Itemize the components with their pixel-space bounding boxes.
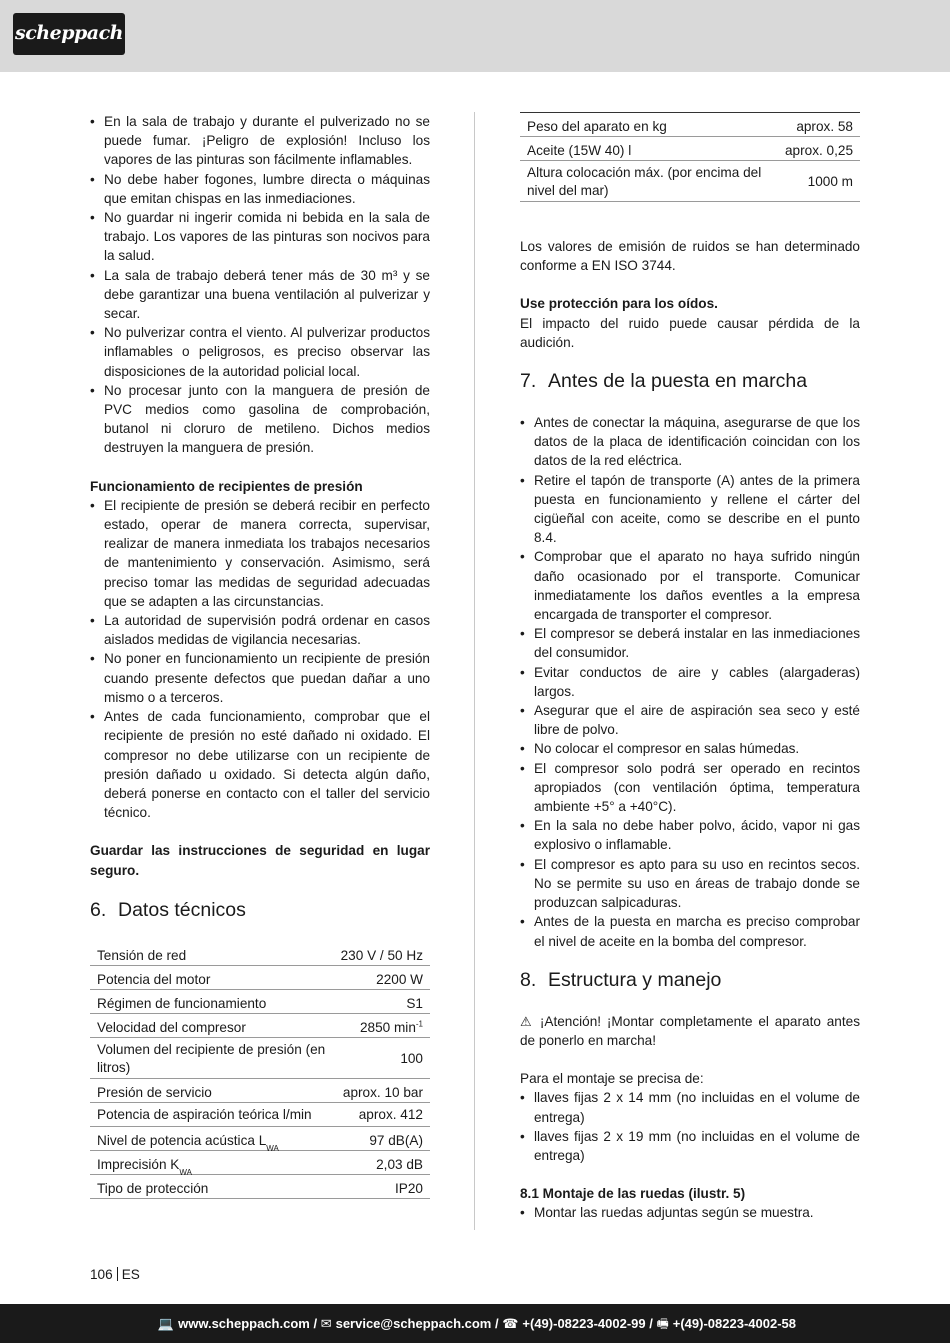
mount-intro: Para el montaje se precisa de: xyxy=(520,1071,704,1087)
scheppach-logo: scheppach xyxy=(13,13,125,55)
spec-value: IP20 xyxy=(334,1175,430,1199)
list-item: • Montar las ruedas adjuntas según se muestra. xyxy=(520,1203,860,1222)
tech-data-table xyxy=(90,942,430,1200)
pressure-bullet-list xyxy=(90,496,430,822)
table-row xyxy=(520,161,860,202)
subsection-8-1-heading: 8.1 Montaje de las ruedas (ilustr. 5) xyxy=(520,1186,746,1202)
page-number: 106 ES xyxy=(90,1267,140,1282)
spec-value: S1 xyxy=(334,990,430,1014)
left-column xyxy=(90,112,430,1199)
list-item: • Retire el tapón de transporte (A) antes de la primera puesta en funcionamiento y rellene el cárter del cigüeñal con aceite, como se describe en el punto 8.4. xyxy=(520,471,860,548)
table-row xyxy=(90,1103,430,1127)
table-row xyxy=(90,942,430,966)
spec-value: aprox. 412 xyxy=(334,1103,430,1127)
right-column xyxy=(520,112,860,1223)
table-row xyxy=(90,1151,430,1175)
table-row xyxy=(90,1014,430,1038)
table-row xyxy=(90,1127,430,1151)
spec-label: Altura colocación máx. (por encima del nivel del mar) xyxy=(520,161,778,202)
spec-value: 100 xyxy=(334,1038,430,1079)
list-item: • Antes de cada funcionamiento, comprobar que el recipiente de presión no esté dañado ni oxidado. El compresor no debe utilizarse con un recipiente de presión dañado u oxidado. Si detecta algún daño, deberá ponerse en contacto con el taller del servicio técnico. xyxy=(90,707,430,822)
list-item: • No pulverizar contra el viento. Al pulverizar productos inflamables o peligrosos, es preciso observar las disposiciones de la autoridad policial local. xyxy=(90,323,430,381)
spec-label: Nivel de potencia acústica $L_{WA}$ xyxy=(90,1127,334,1151)
list-item: • En la sala no debe haber polvo, ácido, vapor ni gas explosivo o inflamable. xyxy=(520,816,860,854)
spec-label: Velocidad del compresor xyxy=(90,1014,334,1038)
list-item: • Antes de la puesta en marcha es preciso comprobar el nivel de aceite en la bomba del compresor. xyxy=(520,912,860,950)
list-item: • La autoridad de supervisión podrá ordenar en casos aislados medidas de vigilancia necesarias. xyxy=(90,611,430,649)
spec-label: Volumen del recipiente de presión (en litros) xyxy=(90,1038,334,1079)
list-item: • La sala de trabajo deberá tener más de 30 m³ y se debe garantizar una buena ventilación al pulverizar y secar. xyxy=(90,266,430,324)
table-row xyxy=(90,1079,430,1103)
spec-value: aprox. 58 xyxy=(778,113,860,137)
table-row xyxy=(520,113,860,137)
pressure-vessel-heading: Funcionamiento de recipientes de presión xyxy=(90,478,363,494)
list-item: • No debe haber fogones, lumbre directa o máquinas que emitan chispas en las inmediaciones. xyxy=(90,170,430,208)
save-instructions-note: Guardar las instrucciones de seguridad en lugar seguro. xyxy=(90,843,430,878)
list-item: • El compresor se deberá instalar en las inmediaciones del consumidor. xyxy=(520,624,860,662)
spec-label: Régimen de funcionamiento xyxy=(90,990,334,1014)
spec-label: Presión de servicio xyxy=(90,1079,334,1103)
section-6-heading: 6. Datos técnicos xyxy=(90,898,246,921)
phone-number: +(49)-08223-4002-99 / xyxy=(522,1315,653,1331)
spec-value: 230 V / 50 Hz xyxy=(334,942,430,966)
spec-value: 2850 $\min^{-1}$ xyxy=(334,1014,430,1038)
phone-icon: ☎ xyxy=(502,1315,519,1331)
list-item: • Comprobar que el aparato no haya sufrido ningún daño ocasionado por el transporte. Comunicar inmediatamente los daños eventles a la empresa encargada de transporter el compresor. xyxy=(520,547,860,624)
spec-value: 97 dB(A) xyxy=(334,1127,430,1151)
spec-label: Imprecisión $K_{WA}$ xyxy=(90,1151,334,1175)
table-row xyxy=(90,966,430,990)
fax-number: +(49)-08223-4002-58 xyxy=(672,1315,796,1331)
spec-value: aprox. 0,25 xyxy=(778,137,860,161)
table-row xyxy=(90,1175,430,1199)
list-item: • El compresor es apto para su uso en recintos secos. No se permite su uso en áreas de trabajo donde se produzcan salpicaduras. xyxy=(520,855,860,913)
spec-label: Peso del aparato en kg xyxy=(520,113,778,137)
fax-icon: 🖷 xyxy=(656,1315,669,1331)
list-item: • Asegurar que el aire de aspiración sea seco y esté libre de polvo. xyxy=(520,701,860,739)
before-startup-list xyxy=(520,413,860,951)
spec-label: Tipo de protección xyxy=(90,1175,334,1199)
mail-icon: ✉ xyxy=(320,1315,332,1331)
column-divider xyxy=(474,112,475,1230)
spec-value: 2200 W xyxy=(334,966,430,990)
website-link[interactable]: www.scheppach.com / xyxy=(178,1315,318,1331)
safety-bullet-list xyxy=(90,112,430,458)
contact-footer-bar xyxy=(0,1304,950,1343)
attention-note: ⚠ ¡Atención! ¡Montar completamente el aparato antes de ponerlo en marcha! xyxy=(520,1013,860,1048)
ear-protection-text: El impacto del ruido puede causar pérdida de la audición. xyxy=(520,315,860,350)
section-7-heading: 7. Antes de la puesta en marcha xyxy=(520,370,808,393)
list-item: • En la sala de trabajo y durante el pulverizado no se puede fumar. ¡Peligro de explosión! Incluso los vapores de las pinturas son fácilmente inflamables. xyxy=(90,112,430,170)
list-item: • Antes de conectar la máquina, asegurarse de que los datos de la placa de identificación coincidan con los datos de la red eléctrica. xyxy=(520,413,860,471)
list-item: • No poner en funcionamiento un recipiente de presión cuando presente defectos que puedan dañar a uno mismo o a terceros. xyxy=(90,649,430,707)
list-item: • El recipiente de presión se deberá recibir en perfecto estado, operar de manera correcta, supervisar, realizar de manera inmediata los trabajos necesarios de mantenimiento y conservación. Asimismo, será preciso tomar las medidas de seguridad adecuadas que se adapten a las circunstancias. xyxy=(90,496,430,611)
list-item: • No procesar junto con la manguera de presión de PVC medios como gasolina de comprobación, butanol ni cloruro de metileno. Dichos medios destruyen la manguera de presión. xyxy=(90,381,430,458)
list-item: • No guardar ni ingerir comida ni bebida en la sala de trabajo. Los vapores de las pinturas son nocivos para la salud. xyxy=(90,208,430,266)
spec-value: aprox. 10 bar xyxy=(334,1079,430,1103)
wheels-list xyxy=(520,1203,860,1222)
ear-protection-heading: Use protección para los oídos. xyxy=(520,296,718,312)
table-row xyxy=(90,1038,430,1079)
tools-list xyxy=(520,1088,860,1165)
weight-oil-table xyxy=(520,112,860,202)
table-row xyxy=(90,990,430,1014)
list-item: • El compresor solo podrá ser operado en recintos apropiados (con ventilación óptima, temperatura ambiente +5° a +40°C). xyxy=(520,759,860,817)
spec-label: Potencia del motor xyxy=(90,966,334,990)
header-bar xyxy=(0,0,950,72)
list-item: • llaves fijas 2 x 14 mm (no incluidas en el volume de entrega) xyxy=(520,1088,860,1126)
list-item: • llaves fijas 2 x 19 mm (no incluidas en el volume de entrega) xyxy=(520,1127,860,1165)
spec-label: Potencia de aspiración teórica l/min xyxy=(90,1103,334,1127)
spec-value: 2,03 dB xyxy=(334,1151,430,1175)
noise-emission-text: Los valores de emisión de ruidos se han determinado conforme a EN ISO 3744. xyxy=(520,239,860,274)
computer-icon: 💻 xyxy=(157,1315,175,1331)
list-item: • Evitar conductos de aire y cables (alargaderas) largos. xyxy=(520,663,860,701)
email-link[interactable]: service@scheppach.com / xyxy=(335,1315,499,1331)
section-8-heading: 8. Estructura y manejo xyxy=(520,968,722,991)
spec-label: Aceite (15W 40) l xyxy=(520,137,778,161)
spec-value: 1000 m xyxy=(778,161,860,202)
table-row xyxy=(520,137,860,161)
warning-icon: ⚠ xyxy=(520,1013,532,1029)
list-item: • No colocar el compresor en salas húmedas. xyxy=(520,739,860,758)
spec-label: Tensión de red xyxy=(90,942,334,966)
